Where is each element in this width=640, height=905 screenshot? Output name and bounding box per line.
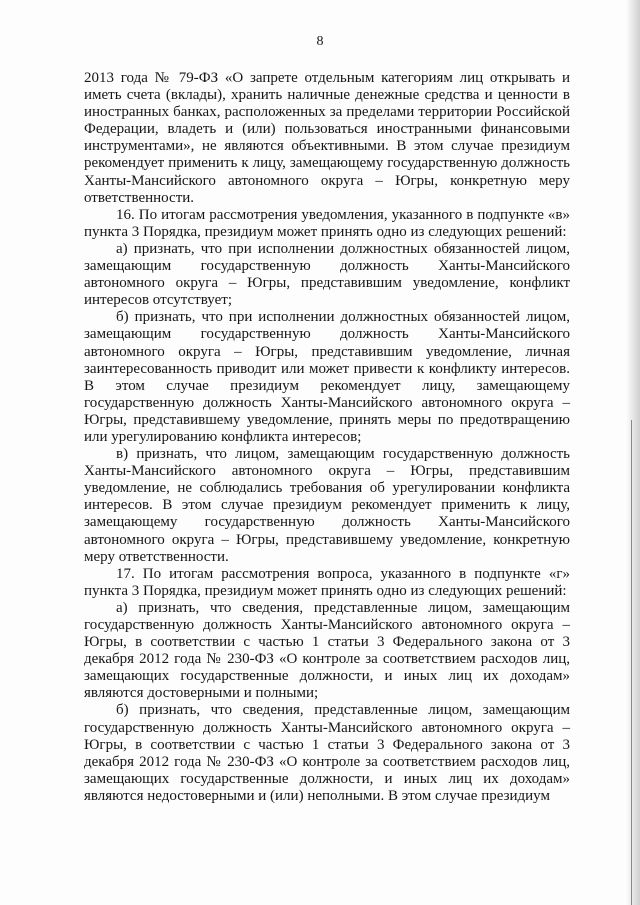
scan-edge-line	[631, 420, 632, 905]
paragraph-17-b: б) признать, что сведения, представленные лицом, замещающим государственную должность Ханты-Мансийского автономного округа – Югры, в соответствии с частью 1 статьи 3 Федерального закона от 3 декабря 2012 года № 230-ФЗ «О контроле за соответствием расходов лиц, замещающих государственные должности, и иных лиц их доходам» являются недостоверными и (или) неполными. В этом случае президиум	[84, 702, 570, 804]
paragraph-16-v: в) признать, что лицом, замещающим государственную должность Ханты-Мансийского автономного округа – Югры, представившим уведомление, не соблюдались требования об урегулировании конфликта интересов. В этом случае президиум рекомендует применить к лицу, замещающему государственную должность Ханты-Мансийского автономного округа – Югры, представившему уведомление, конкретную меру ответственности.	[84, 446, 570, 565]
scan-edge-shadow	[626, 0, 640, 905]
page-number: 8	[316, 34, 324, 49]
paragraph-16-a: а) признать, что при исполнении должностных обязанностей лицом, замещающим государственную должность Ханты-Мансийского автономного округа – Югры, представившим уведомление, конфликт интересов отсутствует;	[84, 240, 570, 309]
paragraph-continuation: 2013 года № 79-ФЗ «О запрете отдельным категориям лиц открывать и иметь счета (вклады), хранить наличные денежные средства и ценности в иностранных банках, расположенных за пределами территории Российской Федерации, владеть и (или) пользоваться иностранными финансовыми инструментами», не являются объективными. В этом случае президиум рекомендует применить к лицу, замещающему государственную должность Ханты-Мансийского автономного округа – Югры, конкретную меру ответственности.	[84, 70, 570, 206]
paragraph-item-16: 16. По итогам рассмотрения уведомления, указанного в подпункте «в» пункта 3 Порядка, президиум может принять одно из следующих решений:	[84, 206, 570, 240]
document-body	[84, 70, 570, 805]
paragraph-item-17: 17. По итогам рассмотрения вопроса, указанного в подпункте «г» пункта 3 Порядка, президиум может принять одно из следующих решений:	[84, 565, 570, 599]
paragraph-16-b: б) признать, что при исполнении должностных обязанностей лицом, замещающим государственную должность Ханты-Мансийского автономного округа – Югры, представившим уведомление, личная заинтересованность приводит или может привести к конфликту интересов. В этом случае президиум рекомендует лицу, замещающему государственную должность Ханты-Мансийского автономного округа – Югры, представившему уведомление, принять меры по предотвращению или урегулированию конфликта интересов;	[84, 309, 570, 445]
paragraph-17-a: а) признать, что сведения, представленные лицом, замещающим государственную должность Ханты-Мансийского автономного округа – Югры, в соответствии с частью 1 статьи 3 Федерального закона от 3 декабря 2012 года № 230-ФЗ «О контроле за соответствием расходов лиц, замещающих государственные должности, и иных лиц их доходам» являются достоверными и полными;	[84, 599, 570, 702]
